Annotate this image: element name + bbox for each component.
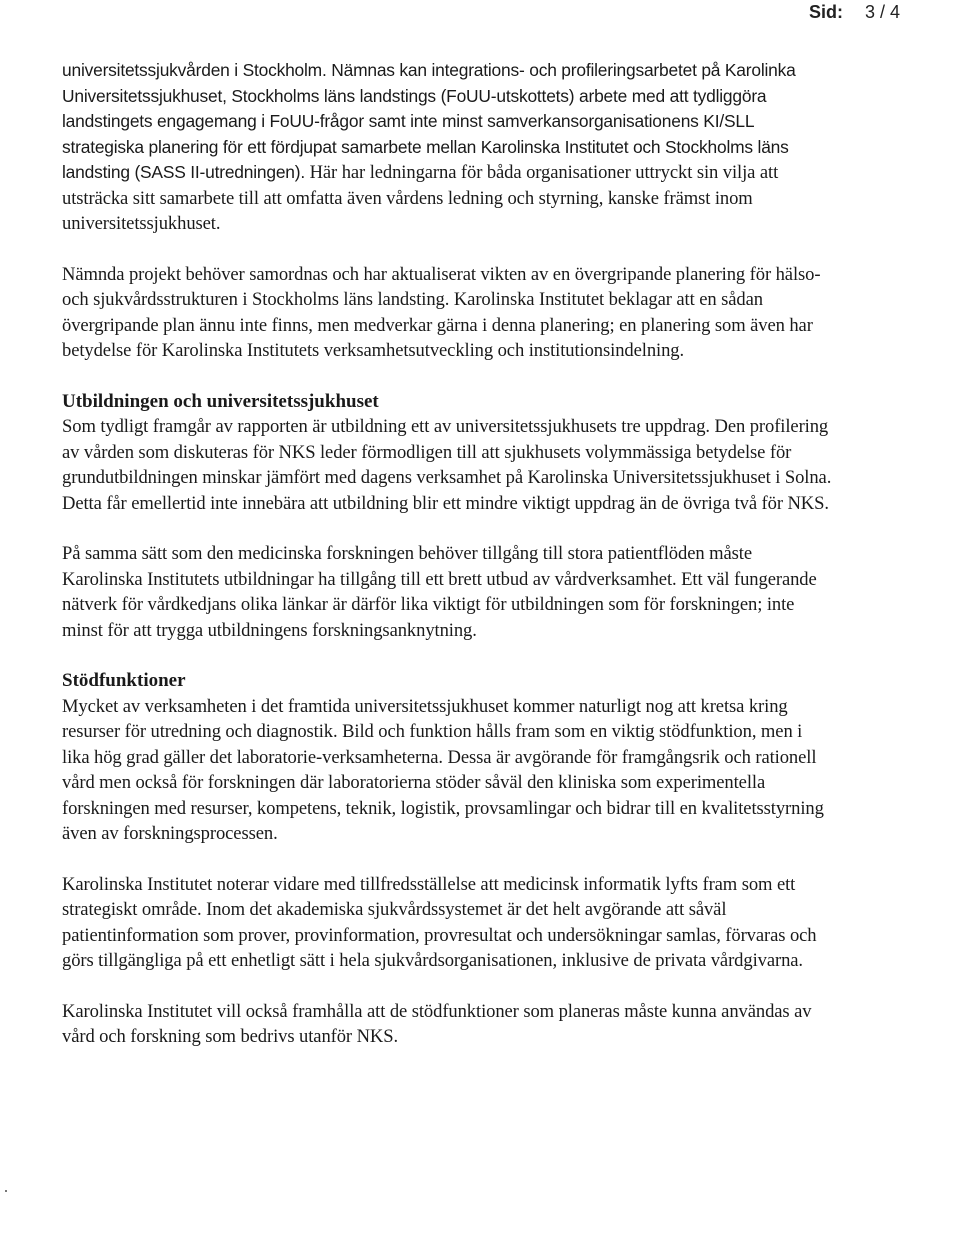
page-header [809,2,900,23]
paragraph-planning: Nämnda projekt behöver samordnas och har aktualiserat vikten av en övergripande planering för hälso- och sjukvårdsstrukturen i Stockholms läns landsting. Karolinska Institutet beklagar att en sådan övergripande plan ännu inte finns, men medverkar gärna i denna planering; en planering som även har betydelse för Karolinska Institutets verksamhetsutveckling och institutionsindelning. [62,263,821,361]
paragraph-intro-part2: Här har ledningarna för båda organisationer uttryckt sin vilja att utsträcka sitt samarbete till att omfatta även vårdens ledning och styrning, kanske främst inom universitetssjukhuset. [62,162,779,234]
paragraph-intro-part1: universitetssjukvården i Stockholm. Nämnas kan integrations- och profileringsarbetet på Karolinka Universitetssjukhuset, Stockholms läns landstings (FoUU-utskottets) arbete med att tydliggöra landstingets engagemang i FoUU-frågor samt inte minst samverkansorganisationens KI/SLL strategiska planering för ett fördjupat samarbete mellan Karolinska Institutet och Stockholms läns landsting (SASS II-utredningen). [62,60,796,182]
paragraph-education: Som tydligt framgår av rapporten är utbildning ett av universitetssjukhusets tre uppdrag. Den profilering av vården som diskuteras för NKS leder förmodligen till att sjukhusets volymmässiga betydelse för grundutbildningen minskar jämfört med dagens verksamhet på Karolinska Universitetssjukhuset i Solna. Detta får emellertid inte innebära att utbildning blir ett mindre viktigt uppdrag än de övriga två för NKS. [62,416,832,514]
paragraph-closing: Karolinska Institutet vill också framhålla att de stödfunktioner som planeras måste kunna användas av vård och forskning som bedrivs utanför NKS. [62,1000,812,1047]
paragraph-intro [62,58,832,237]
page-number: 3 / 4 [864,2,900,22]
paragraph-support-functions: Mycket av verksamheten i det framtida universitetssjukhuset kommer naturligt nog att kretsa kring resurser för utredning och diagnostik. Bild och funktion hålls fram som en viktig stödfunktion, men i lika hög grad gäller det laboratorie-verksamheterna. Dessa är avgörande för framgångsrik och rationell vård men också för forskningen där laboratorierna stöder såväl den kliniska som experimentella forskningen med resurser, kompetens, teknik, logistik, provsamlingar och bidrar till en kvalitetsstyrning även av forskningsprocessen. [62,695,824,844]
document-body [62,58,832,1050]
scan-speck [5,1190,7,1192]
paragraph-informatics: Karolinska Institutet noterar vidare med tillfredsställelse att medicinsk informatik lyfts fram som ett strategiskt område. Inom det akademiska sjukvårdssystemet är det helt avgörande att såväl patientinformation som prover, provinformation, provresultat och undersökningar samlas, förvaras och görs tillgängliga på ett enhetligt sätt i hela sjukvårdsorganisationen, inklusive de privata vårdgivarna. [62,873,817,971]
section-heading-support-functions: Stödfunktioner [62,670,186,691]
page-label: Sid: [808,2,843,22]
paragraph-patient-flows: På samma sätt som den medicinska forskningen behöver tillgång till stora patientflöden måste Karolinska Institutets utbildningar ha tillgång till ett brett utbud av vårdverksamhet. Ett väl fungerande nätverk för vårdkedjans olika länkar är därför lika viktigt för utbildningen som för forskningen; inte minst för att trygga utbildningens forskningsanknytning. [62,543,817,641]
section-heading-education: Utbildningen och universitetssjukhuset [62,390,379,412]
